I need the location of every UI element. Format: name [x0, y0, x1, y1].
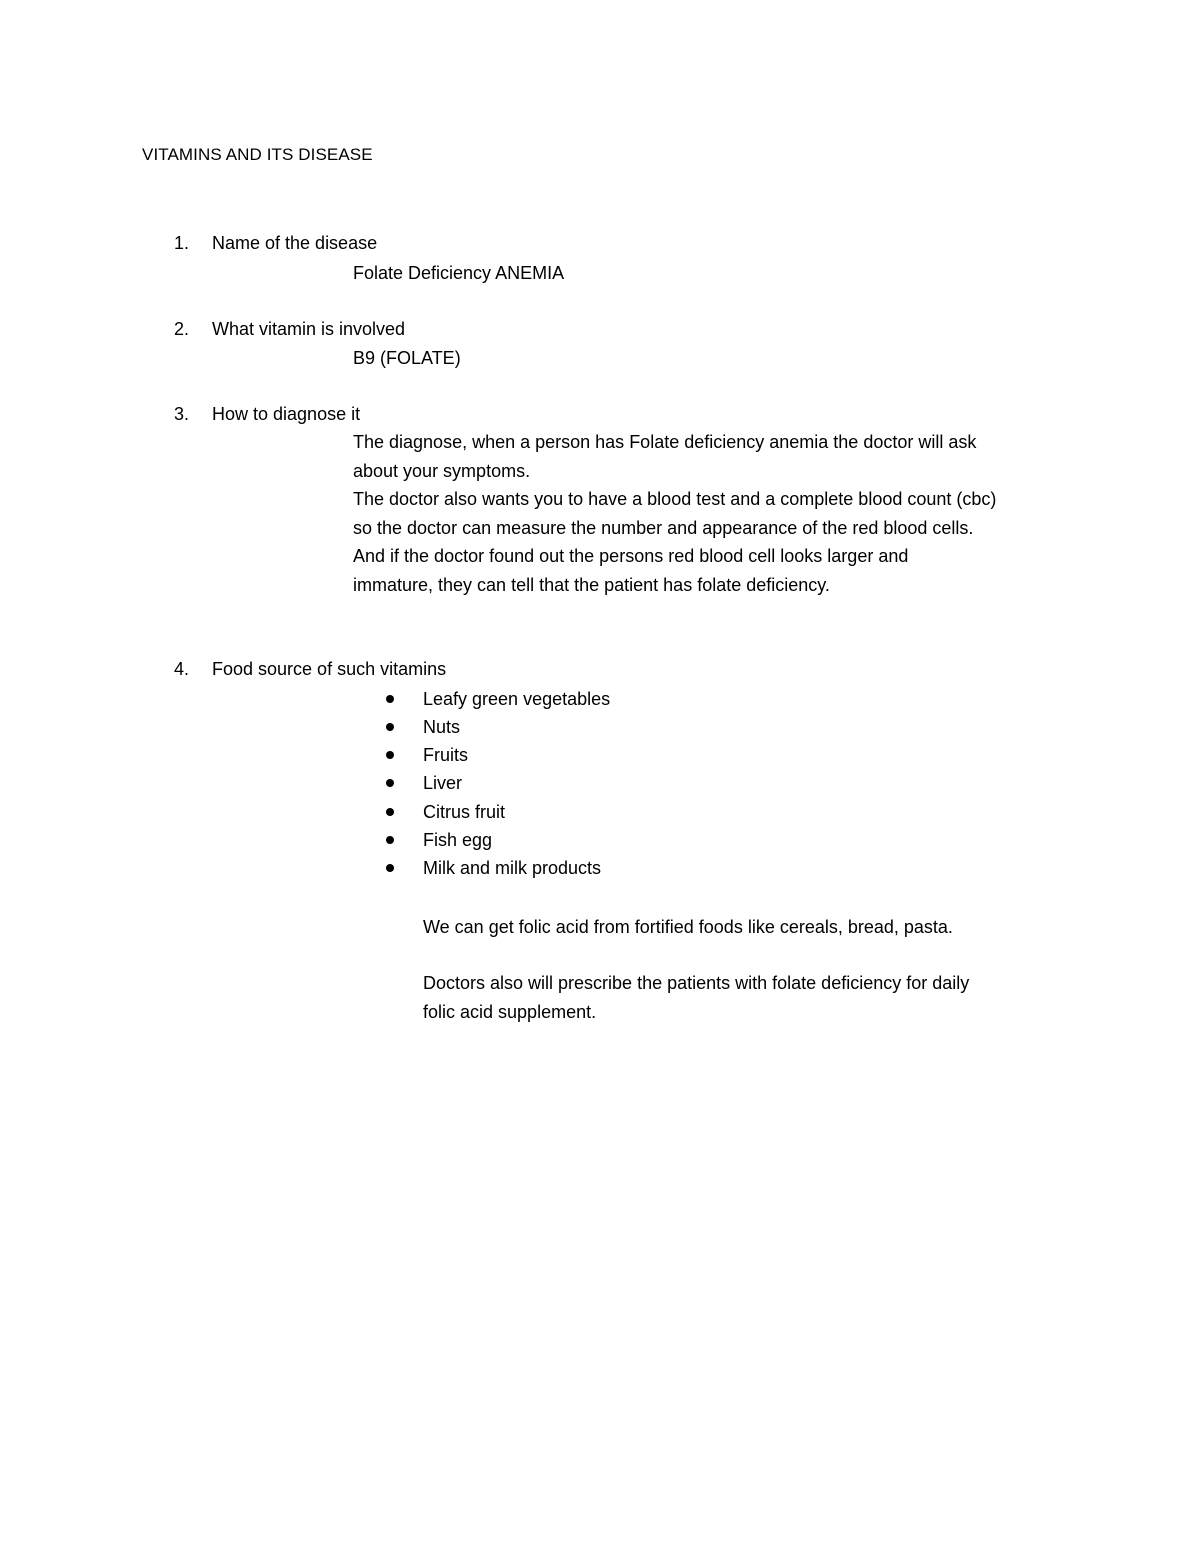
bullet-icon — [386, 864, 394, 872]
bullet-item: Fish egg — [423, 830, 493, 850]
bullet-item: Leafy green vegetables — [423, 689, 611, 709]
bullet-icon — [386, 808, 394, 816]
item-3-question: How to diagnose it — [212, 404, 361, 424]
item-4-note-supplement-line: Doctors also will prescribe the patients with folate deficiency for daily — [423, 973, 970, 993]
bullet-item: Milk and milk products — [423, 858, 602, 878]
item-1-answer: Folate Deficiency ANEMIA — [353, 263, 565, 283]
item-4-note-fortified-foods: We can get folic acid from fortified foods like cereals, bread, pasta. — [423, 917, 953, 937]
item-3-answer — [353, 428, 1113, 599]
item-3-answer-line: And if the doctor found out the persons red blood cell looks larger and — [353, 546, 909, 566]
item-4-question: Food source of such vitamins — [212, 659, 447, 679]
item-4-note-supplement — [423, 969, 1123, 1026]
item-4-note-supplement-line: folic acid supplement. — [423, 1001, 597, 1022]
item-4-number: 4. — [174, 659, 190, 679]
item-2-number: 2. — [174, 319, 190, 339]
bullet-item: Citrus fruit — [423, 802, 506, 822]
item-3-answer-line: The diagnose, when a person has Folate deficiency anemia the doctor will ask — [353, 432, 977, 452]
item-1-question: Name of the disease — [212, 233, 378, 253]
bullet-item: Fruits — [423, 745, 468, 765]
item-3-answer-line: immature, they can tell that the patient has folate deficiency. — [353, 574, 830, 595]
bullet-icon — [386, 836, 394, 844]
item-3-number: 3. — [174, 404, 190, 424]
item-2-question: What vitamin is involved — [212, 319, 406, 339]
bullet-item: Nuts — [423, 717, 461, 737]
bullet-icon — [386, 779, 394, 787]
bullet-icon — [386, 695, 394, 703]
document-title: VITAMINS AND ITS DISEASE — [142, 145, 373, 164]
bullet-icon — [386, 751, 394, 759]
item-2-answer: B9 (FOLATE) — [353, 348, 461, 368]
item-3-answer-line: so the doctor can measure the number and appearance of the red blood cells. — [353, 517, 974, 538]
item-1-number: 1. — [174, 233, 190, 253]
bullet-item: Liver — [423, 773, 463, 793]
item-3-answer-line: The doctor also wants you to have a blood test and a complete blood count (cbc) — [353, 489, 997, 509]
bullet-icon — [386, 723, 394, 731]
item-3-answer-line: about your symptoms. — [353, 460, 531, 481]
